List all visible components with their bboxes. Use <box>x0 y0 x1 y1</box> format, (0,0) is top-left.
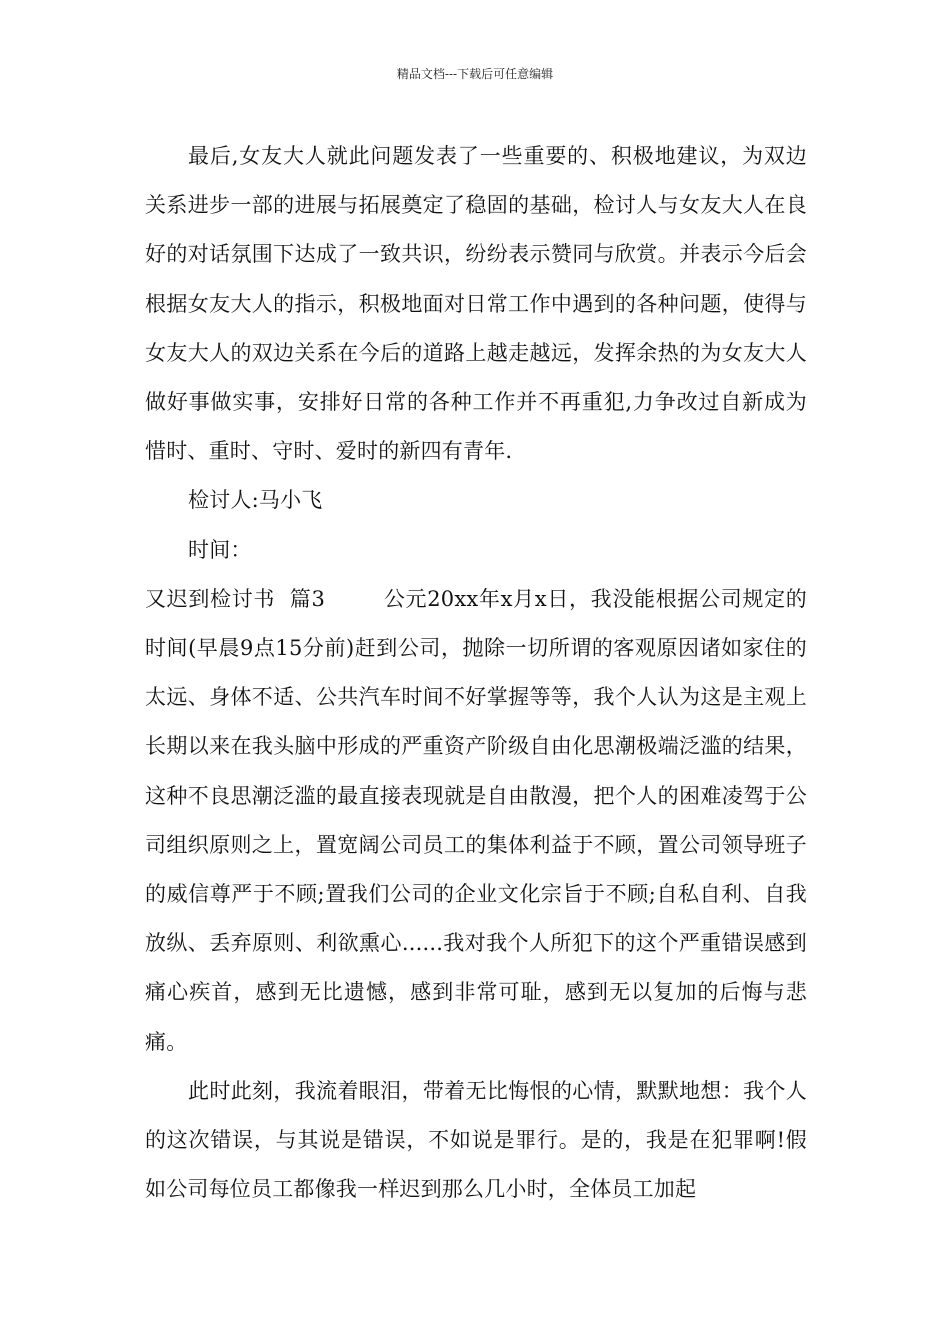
paragraph-conclusion: 最后,女友大人就此问题发表了一些重要的、积极地建议，为双边关系进步一部的进展与拓展奠定了稳固的基础，检讨人与女友大人在良好的对话氛围下达成了一致共识，纷纷表示赞同与欣赏。并表示今后会根据女友大人的指示，积极地面对日常工作中遇到的各种问题，使得与女友大人的双边关系在今后的道路上越走越远，发挥余热的为女友大人做好事做实事，安排好日常的各种工作并不再重犯,力争改过自新成为惜时、重时、守时、爱时的新四有青年. <box>145 144 807 464</box>
page-header: 精品文档---下载后可任意编辑 <box>396 67 554 81</box>
paragraph-reflection: 此时此刻，我流着眼泪，带着无比悔恨的心情，默默地想：我个人的这次错误，与其说是错误，不如说是罪行。是的，我是在犯罪啊!假如公司每位员工都像我一样迟到那么几小时，全体员工加起 <box>145 1078 807 1202</box>
paragraph-section-3: 又迟到检讨书 篇3 公元20xx年x月x日，我没能根据公司规定的时间(早晨9点15分前)赶到公司，抛除一切所谓的客观原因诸如家住的太远、身体不适、公共汽车时间不好掌握等等，我个人认为这是主观上长期以来在我头脑中形成的严重资产阶级自由化思潮极端泛滥的结果，这种不良思潮泛滥的最直接表现就是自由散漫，把个人的困难凌驾于公司组织原则之上，置宽阔公司员工的集体利益于不顾，置公司领导班子的威信尊严于不顾;置我们公司的企业文化宗旨于不顾;自私自利、自我放纵、丢弃原则、利欲熏心......我对我个人所犯下的这个严重错误感到痛心疾首，感到无比遗憾，感到非常可耻，感到无以复加的后悔与悲痛。 <box>145 586 807 1054</box>
document-body <box>145 132 807 1214</box>
signature-line: 检讨人:马小飞 <box>188 488 323 513</box>
date-line: 时间： <box>188 537 252 562</box>
